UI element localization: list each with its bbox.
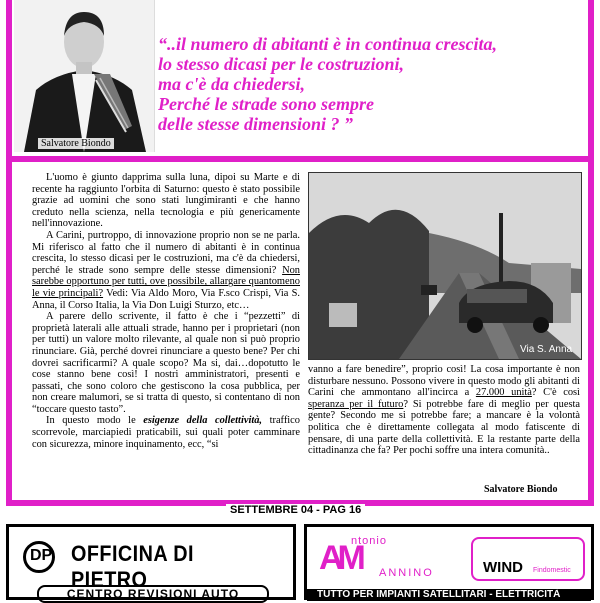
pull-quote [158, 34, 578, 134]
text-run: ? Si potrebbe fare di meglio per questa gente? Secondo me si potrebbe fare; a mancare è la volontà politica che è direttamente collegata al modo fatiscente di pensare, di una parte della collettività. E la restante parte della cittadinanza che fa? Per pochi soffre una intera comunità.. [308, 398, 580, 457]
wind-logo-box [471, 537, 585, 581]
street-photo-icon [309, 173, 581, 359]
quote-line: “..il numero di abitanti è in continua crescita, [158, 34, 498, 54]
ad-strip: TUTTO PER IMPIANTI SATELLITARI - ELETTRICITÀ [307, 589, 591, 601]
paragraph [308, 364, 580, 457]
emphasis-text: esigenze della collettività, [143, 415, 263, 427]
paragraph: A parere dello scrivente, il fatto è che i “pezzetti” di proprietà laterali alle attuali strade, hanno per i proprietari (non per tutti) un valore molto rilevante, al quale non si può proprio rinunciare. Già, perché dovrei rinunciare a questo bene? Per chi dovrei sacrificarmi? A quale scopo? Ma si, dai…dopotutto le cose stanno bene così! I nostri amministratori, presenti e passati, che sono coloro che gestiscono la cosa pubblica, per non creare malumori, se si tratta di questo, si contentano di non “toccare questo tasto”. [32, 311, 300, 415]
quote-line: Perché le strade sono sempre [158, 94, 374, 114]
text-run: vanno a fare benedire”, proprio così! La cosa importante è non disturbare nessuno. Possono vivere in questo modo gli abitanti di Carini che ammontano all'incirca a [308, 364, 580, 399]
ad-name-first: ntonio [351, 535, 387, 547]
wind-logo: WIND [483, 559, 523, 576]
quote-line: lo stesso dicasi per le costruzioni, [158, 54, 405, 74]
accent-rule [12, 156, 588, 162]
article-right-column [308, 364, 580, 457]
text-run: In questo modo le [46, 415, 136, 427]
page-footer: SETTEMBRE 04 - PAG 16 [226, 504, 365, 516]
logo-dp-icon [23, 541, 55, 573]
ad-subtitle: CENTRO REVISIONI AUTO [37, 585, 269, 603]
photo-caption: Via S. Anna [520, 344, 573, 355]
am-logo: AM [319, 539, 360, 577]
paragraph [32, 230, 300, 311]
street-photo [308, 172, 582, 360]
underlined-text: 27.000 unità [475, 387, 532, 399]
ad-antonio-mannino [304, 524, 594, 600]
text-run: Vedi: Via Aldo Moro, Via F.sco Crispi, Via S. Anna, il Corso Italia, la Via Don Luigi Sturzo, etc… [32, 287, 300, 311]
underlined-text: Non sarebbe opportuno per tutti, ove possibile, allargare quantomeno le vie principali? [32, 264, 300, 299]
ad-officina-di-pietro [6, 524, 296, 600]
quote-line: ma c'è da chiedersi, [158, 74, 305, 94]
article-left-column [32, 172, 300, 450]
findomestic-logo: Findomestic [533, 567, 571, 574]
text-run: A Carini, purtroppo, di innovazione proprio non se ne parla. Mi riferisco al fatto che il numero di abitanti è in continua crescita, lo stesso dicasi per le costruzioni, ma c'è da chiedersi, perché le strade sono sempre delle stesse dimensioni? [32, 229, 300, 276]
logo-initials: DP [30, 547, 53, 564]
text-run: ? C'è così [531, 387, 580, 399]
ad-brand: OFFICINA DI PIETRO [71, 541, 195, 592]
ad-name-last: ANNINO [379, 567, 434, 579]
signature: Salvatore Biondo [484, 484, 558, 495]
underlined-text: speranza per il futuro [308, 398, 404, 410]
paragraph: L'uomo è giunto dapprima sulla luna, dipoi su Marte e di recente ha raggiunto l'orbita di Saturno: questo è stato possibile grazie ad uomini che sono stati lungimiranti e che hanno creduto nella scienza, nella tecnologia e più genericamente nell'innovazione. [32, 172, 300, 230]
quote-line: delle stesse dimensioni ? ” [158, 114, 353, 134]
paragraph [32, 415, 300, 450]
author-caption: Salvatore Biondo [38, 138, 114, 149]
author-portrait [14, 0, 155, 152]
portrait-photo-icon [14, 0, 154, 152]
text-run: traffico scorrevole, marciapiedi praticabili, sui quali poter camminare con sicurezza, minore inquinamento, ecc, “si [32, 415, 300, 450]
